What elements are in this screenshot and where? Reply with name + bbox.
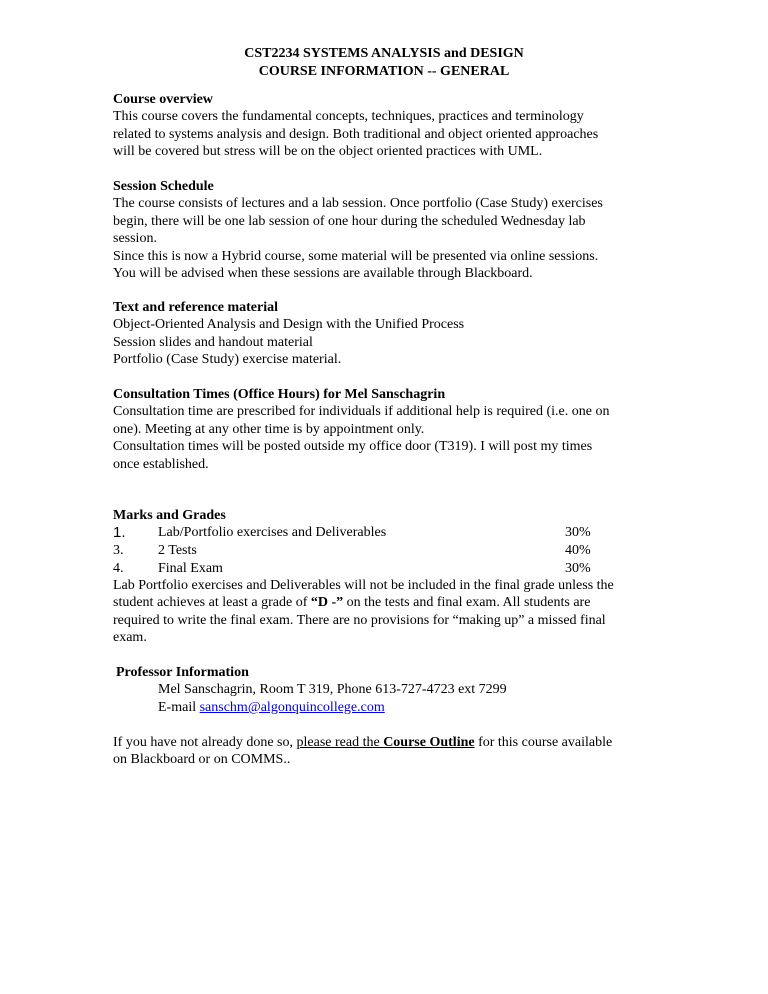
email-link[interactable]: sanschm@algonquincollege.com — [199, 700, 385, 715]
grade-percent: 30% — [565, 561, 591, 576]
paragraph-line: This course covers the fundamental concepts, techniques, practices and terminology — [113, 109, 584, 125]
section-heading: Marks and Grades — [113, 508, 226, 523]
paragraph-line: begin, there will be one lab session of one hour during the scheduled Wednesday lab — [113, 213, 586, 229]
grade-row — [113, 524, 673, 542]
paragraph-line: session. — [113, 231, 157, 247]
grade-percent: 30% — [565, 525, 591, 540]
professor-heading — [116, 664, 661, 681]
marks-note — [113, 577, 658, 647]
paragraph-line — [113, 734, 673, 751]
paragraph-line: exam. — [113, 630, 147, 646]
grade-item: Lab/Portfolio exercises and Deliverables — [158, 525, 387, 540]
paragraph-line: on Blackboard or on COMMS.. — [113, 752, 291, 768]
paragraph-line: Session slides and handout material — [113, 334, 313, 350]
paragraph-line: Consultation time are prescribed for individuals if additional help is required (i.e. one on — [113, 404, 610, 420]
paragraph-line: once established. — [113, 456, 209, 472]
grade-number: 3. — [113, 543, 124, 558]
paragraph-line: Lab Portfolio exercises and Deliverables will not be included in the final grade unless the — [113, 578, 614, 593]
note-text-underlined: please read the — [296, 735, 384, 750]
paragraph-line: Consultation times will be posted outside my office door (T319). I will post my times — [113, 439, 593, 455]
paragraph-line — [113, 594, 658, 611]
section-heading: Consultation Times (Office Hours) for Mel Sanschagrin — [113, 387, 446, 402]
grade-item: Final Exam — [158, 561, 223, 576]
note-text: If you have not already done so, — [113, 735, 297, 750]
course-outline-label: Course Outline — [383, 735, 475, 750]
paragraph-line: You will be advised when these sessions are available through Blackboard. — [113, 266, 533, 282]
note-text: for this course available — [474, 735, 613, 750]
grade-row — [113, 542, 673, 560]
paragraph-line: Portfolio (Case Study) exercise material. — [113, 352, 342, 368]
paragraph-line: The course consists of lectures and a lab session. Once portfolio (Case Study) exercises — [113, 196, 603, 212]
grade-number: 1. — [113, 524, 126, 541]
paragraph-line: will be covered but stress will be on the object oriented practices with UML. — [113, 144, 543, 160]
course-outline-note — [113, 734, 673, 769]
section-heading: Session Schedule — [113, 179, 214, 194]
section-heading: Professor Information — [116, 665, 249, 680]
section-heading: Course overview — [113, 92, 213, 107]
session-schedule-section — [113, 178, 658, 282]
section-heading: Text and reference material — [113, 300, 278, 315]
paragraph-line: Since this is now a Hybrid course, some material will be presented via online sessions. — [113, 248, 599, 264]
grade-number: 4. — [113, 561, 124, 576]
note-text: on the tests and final exam. All students are — [343, 595, 591, 611]
title-line-2: COURSE INFORMATION -- GENERAL — [258, 64, 510, 79]
paragraph-line: required to write the final exam. There are no provisions for “making up” a missed final — [113, 612, 606, 628]
paragraph-line: one). Meeting at any other time is by appointment only. — [113, 421, 425, 437]
marks-heading — [113, 507, 658, 524]
paragraph-line: Object-Oriented Analysis and Design with the Unified Process — [113, 317, 465, 333]
grade-percent: 40% — [565, 543, 591, 558]
consultation-section — [113, 386, 658, 473]
professor-email-line — [158, 699, 385, 716]
reference-material-section — [113, 299, 658, 369]
grade-row — [113, 560, 673, 578]
minimum-grade: “D -” — [310, 595, 344, 611]
professor-contact: Mel Sanschagrin, Room T 319, Phone 613-727-4723 ext 7299 — [158, 682, 507, 697]
email-label: E-mail — [158, 700, 200, 715]
title-line-1: CST2234 SYSTEMS ANALYSIS and DESIGN — [244, 46, 524, 61]
paragraph-line: related to systems analysis and design. Both traditional and object oriented approaches — [113, 126, 599, 142]
note-text: student achieves at least a grade of — [113, 595, 311, 611]
grade-item: 2 Tests — [158, 543, 197, 558]
course-overview-section — [113, 91, 658, 161]
